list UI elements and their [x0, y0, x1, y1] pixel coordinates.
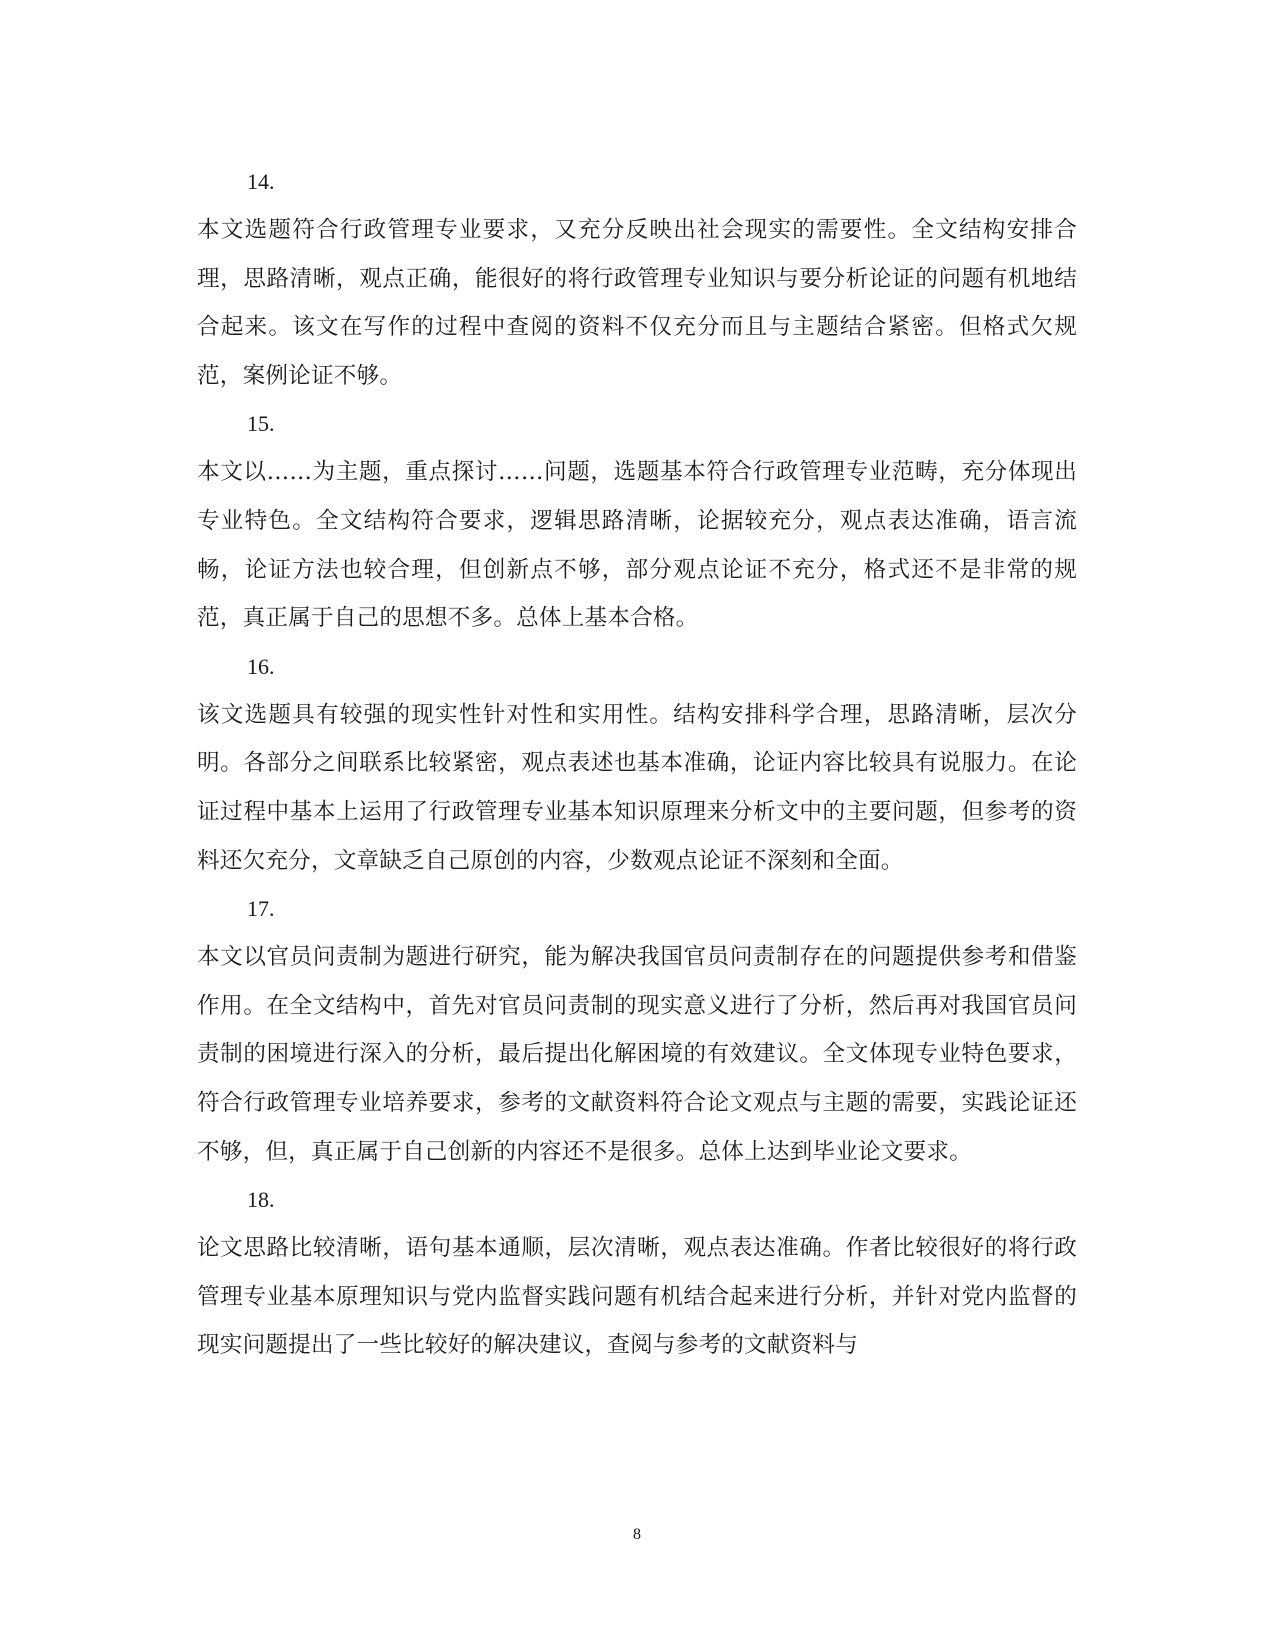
entry-number: 16. [247, 653, 275, 679]
entry-text: 本文以官员问责制为题进行研究，能为解决我国官员问责制存在的问题提供参考和借鉴作用。在全文结构中，首先对官员问责制的现实意义进行了分析，然后再对我国官员问责制的困境进行深入的分析，最后提出化解困境的有效建议。全文体现专业特色要求，符合行政管理专业培养要求，参考的文献资料符合论文观点与主题的需要，实践论证还不够，但，真正属于自己创新的内容还不是很多。总体上达到毕业论文要求。 [197, 944, 1077, 1165]
entry-number: 14. [247, 169, 275, 194]
entry-text: 该文选题具有较强的现实性针对性和实用性。结构安排科学合理，思路清晰，层次分明。各部分之间联系比较紧密，观点表述也基本准确，论证内容比较具有说服力。在论证过程中基本上运用了行政管理专业基本知识原理来分析文中的主要问题，但参考的资料还欠充分，文章缺乏自己原创的内容，少数观点论证不深刻和全面。 [197, 701, 1077, 874]
entry-text: 本文以……为主题，重点探讨……问题，选题基本符合行政管理专业范畴，充分体现出专业特色。全文结构符合要求，逻辑思路清晰，论据较充分，观点表达准确，语言流畅，论证方法也较合理，但创新点不够，部分观点论证不充分，格式还不是非常的规范，真正属于自己的思想不多。总体上基本合格。 [197, 459, 1077, 632]
comment-entry-17 [197, 885, 1077, 1176]
comment-entry-14 [197, 158, 1077, 400]
entry-number: 15. [247, 411, 275, 437]
page-number: 8 [633, 1526, 641, 1543]
entry-number: 17. [247, 896, 275, 922]
entry-text: 论文思路比较清晰，语句基本通顺，层次清晰，观点表达准确。作者比较很好的将行政管理专业基本原理知识与党内监督实践问题有机结合起来进行分析，并针对党内监督的现实问题提出了一些比较好的解决建议，查阅与参考的文献资料与 [197, 1235, 1077, 1359]
comment-entry-18 [197, 1176, 1077, 1370]
comment-entry-15 [197, 400, 1077, 642]
entry-number: 18. [247, 1187, 275, 1213]
comment-entry-16 [197, 643, 1077, 885]
entry-text: 本文选题符合行政管理专业要求，又充分反映出社会现实的需要性。全文结构安排合理，思路清晰，观点正确，能很好的将行政管理专业知识与要分析论证的问题有机地结合起来。该文在写作的过程中查阅的资料不仅充分而且与主题结合紧密。但格式欠规范，案例论证不够。 [197, 217, 1077, 389]
document-body [197, 158, 1077, 1370]
